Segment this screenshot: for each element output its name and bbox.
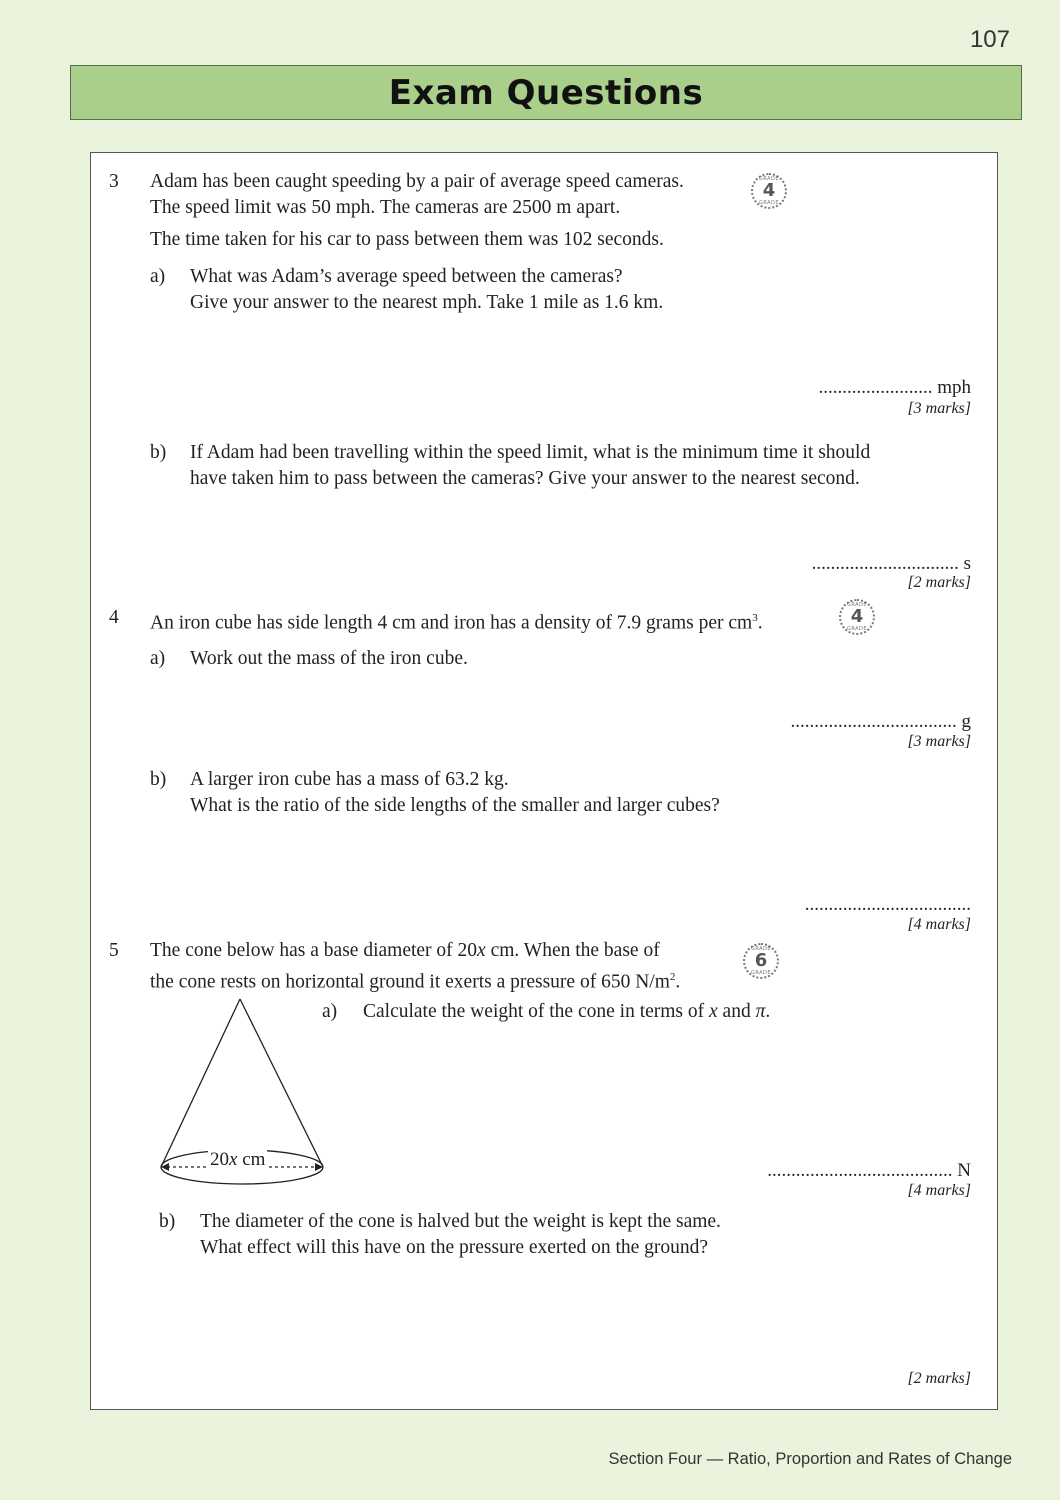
question-5a-label: a) [322,1001,338,1022]
grade-badge-q3 [751,173,787,209]
question-4-period: . [757,612,763,634]
question-5a-period: . [765,1001,771,1022]
question-5a-line-1 [363,999,770,1025]
cone-right-edge [240,999,323,1167]
question-4b-label: b) [150,769,167,790]
questions-panel [90,152,998,1410]
grade-badge-word: GRADE [846,602,868,608]
question-4a-label: a) [150,648,166,669]
question-5b-label: b) [159,1211,176,1232]
marks-5a: [4 marks] [907,1182,971,1199]
diameter-number: 20 [210,1149,229,1170]
answer-line-4b[interactable]: ................................... [804,894,971,915]
question-5a-text: Calculate the weight of the cone in terms of [363,1001,710,1022]
variable-x: x [477,940,486,961]
grade-number: 4 [850,606,864,627]
question-3-line-2: The speed limit was 50 mph. The cameras are 2500 m apart. [150,197,621,218]
grade-badge-q4 [839,599,875,635]
diameter-unit: cm [237,1149,266,1170]
marks-4a: [3 marks] [907,733,971,750]
question-5-line-1 [150,938,660,964]
question-3b-label: b) [150,442,167,463]
marks-3b: [2 marks] [907,574,971,591]
question-4a-line-1: Work out the mass of the iron cube. [190,648,468,669]
cone-left-edge [161,999,240,1167]
question-5b-line-2: What effect will this have on the pressure exerted on the ground? [200,1237,709,1258]
question-5-text: cm. When the base of [485,940,660,961]
cone-diameter-label [208,1149,267,1171]
grade-badge-word: GRADE [750,970,772,976]
cubed-superscript: 3 [752,612,758,624]
grade-badge-word: GRADE [758,176,780,182]
question-3a-label: a) [150,266,166,287]
squared-superscript: 2 [669,971,676,983]
marks-3a: [3 marks] [907,400,971,417]
question-5-number: 5 [109,940,119,961]
question-5-text: the cone rests on horizontal ground it exerts a pressure of 650 N/m [150,971,670,993]
question-3b-line-1: If Adam had been travelling within the speed limit, what is the minimum time it should [190,442,871,463]
answer-line-3b[interactable]: ............................... s [811,553,971,574]
title-banner [70,65,1022,120]
question-5b-line-1: The diameter of the cone is halved but the weight is kept the same. [200,1211,721,1232]
section-footer: Section Four — Ratio, Proportion and Rates of Change [608,1450,1012,1468]
question-4-number: 4 [109,607,119,628]
grade-number: 6 [754,950,768,971]
answer-line-5a[interactable]: ....................................... N [767,1160,971,1181]
page-number: 107 [969,26,1010,53]
question-5-period: . [675,971,681,993]
question-3a-line-2: Give your answer to the nearest mph. Take 1 mile as 1.6 km. [190,292,664,313]
page-title: Exam Questions [388,72,704,113]
question-4b-line-1: A larger iron cube has a mass of 63.2 kg. [190,769,509,790]
variable-x: x [229,1149,238,1170]
question-5a-text: and [717,1001,756,1022]
grade-badge-word: GRADE [750,946,772,952]
answer-line-3a[interactable]: ........................ mph [818,377,971,398]
question-3-line-3: The time taken for his car to pass between them was 102 seconds. [150,229,664,250]
question-4-line-1 [150,605,763,637]
question-5-line-2 [150,964,680,996]
grade-badge-word: GRADE [846,626,868,632]
variable-pi: π [755,1001,766,1022]
grade-badge-q5 [743,943,779,979]
question-3-line-1: Adam has been caught speeding by a pair of average speed cameras. [150,171,684,192]
marks-5b: [2 marks] [907,1370,971,1387]
question-4-text: An iron cube has side length 4 cm and iron has a density of 7.9 grams per cm [150,612,753,634]
marks-4b: [4 marks] [907,916,971,933]
question-3a-line-1: What was Adam’s average speed between the cameras? [190,266,623,287]
question-4b-line-2: What is the ratio of the side lengths of the smaller and larger cubes? [190,795,720,816]
question-5-text: The cone below has a base diameter of 20 [150,940,478,961]
grade-number: 4 [762,180,776,201]
grade-badge-word: GRADE [758,200,780,206]
question-3-number: 3 [109,171,119,192]
question-3b-line-2: have taken him to pass between the cameras? Give your answer to the nearest second. [190,468,860,489]
answer-line-4a[interactable]: ................................... g [790,711,971,732]
variable-x: x [709,1001,718,1022]
